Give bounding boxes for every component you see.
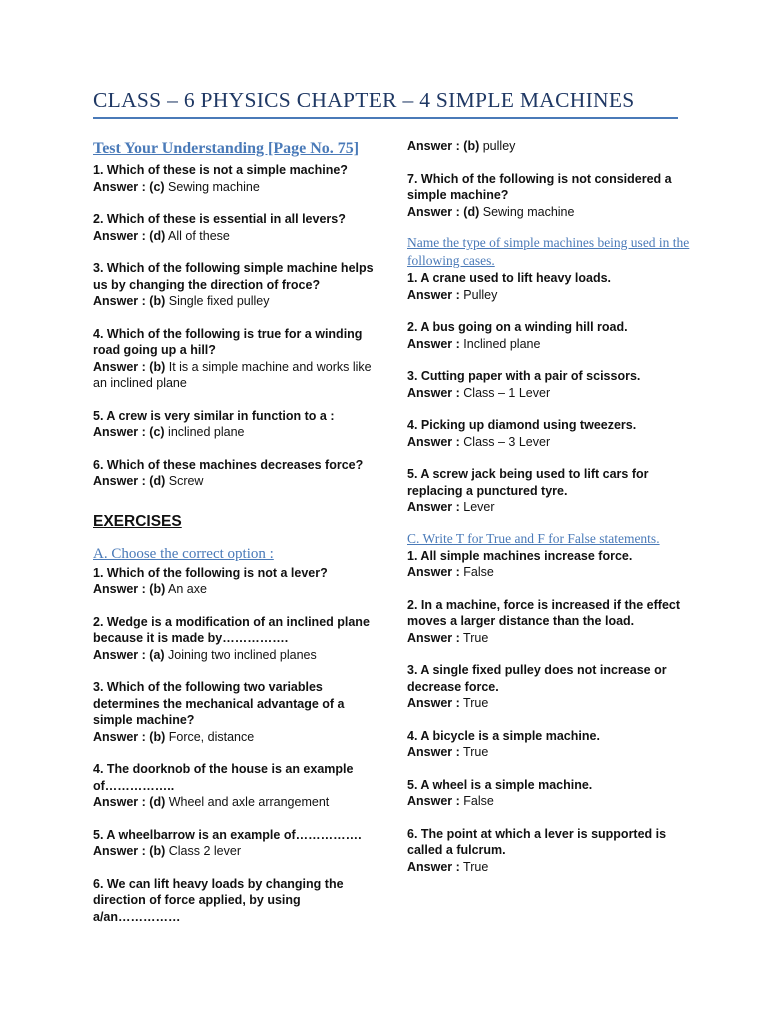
answer-label: Answer : (93, 474, 146, 488)
answer-text: Inclined plane (463, 336, 541, 351)
answer-line (93, 647, 383, 664)
question-item (407, 826, 697, 876)
answer-label: Answer : (407, 500, 460, 514)
answer-option: (c) (149, 179, 165, 194)
question-item (93, 457, 383, 490)
question-text: 4. Picking up diamond using tweezers. (407, 418, 637, 432)
question-text: 3. Which of the following two variables determines the mechanical advantage of a simple machine? (93, 680, 345, 727)
answer-line (93, 293, 383, 310)
answer-option: (b) (149, 582, 166, 596)
answer-option: (d) (149, 474, 166, 488)
question-text: 5. A crew is very similar in function to a : (93, 408, 335, 423)
answer-text: Sewing machine (168, 179, 260, 194)
answer-option: (b) (149, 844, 166, 858)
answer-label: Answer : (407, 794, 460, 808)
question-item (407, 728, 697, 761)
answer-label: Answer : (407, 287, 460, 302)
answer-text: Screw (168, 474, 204, 488)
question-item (93, 326, 383, 392)
answer-label: Answer : (93, 359, 146, 374)
answer-line (93, 729, 383, 746)
section-a-list (93, 565, 383, 926)
answer-line (407, 499, 697, 516)
answer-label: Answer : (93, 582, 146, 596)
answer-text: pulley (482, 139, 516, 153)
answer-label: Answer : (93, 795, 146, 809)
answer-label: Answer : (93, 425, 146, 439)
answer-option: (b) (149, 359, 166, 374)
answer-option: (d) (463, 204, 480, 219)
right-column (407, 138, 697, 891)
question-item (93, 408, 383, 441)
answer-text: Force, distance (168, 729, 255, 744)
question-item (93, 162, 383, 195)
question-text: 2. Which of these is essential in all levers? (93, 212, 346, 226)
question-item (407, 270, 697, 303)
answer-label: Answer : (407, 336, 460, 351)
answer-line (407, 564, 697, 581)
answer-text: An axe (168, 582, 207, 596)
question-item (93, 761, 383, 811)
answer-line (93, 473, 383, 490)
exercises-heading: EXERCISES (93, 512, 182, 530)
answer-text: Wheel and axle arrangement (168, 795, 330, 809)
question-item (93, 565, 383, 598)
question-text: 4. Which of the following is true for a winding road going up a hill? (93, 326, 363, 357)
section-heading-a: A. Choose the correct option : (93, 545, 274, 562)
section-heading-test-your-understanding: Test Your Understanding [Page No. 75] (93, 140, 360, 157)
answer-label: Answer : (407, 385, 460, 400)
page-title: CLASS – 6 PHYSICS CHAPTER – 4 SIMPLE MACHINES (93, 88, 635, 112)
answer-label: Answer : (93, 844, 146, 858)
answer-line (407, 138, 697, 155)
answer-text: Joining two inclined planes (168, 647, 317, 662)
title-rule (93, 117, 678, 119)
answer-text: Class 2 lever (168, 844, 241, 858)
answer-text: Class – 1 Lever (463, 385, 551, 400)
answer-line (93, 581, 383, 598)
answer-line (407, 385, 697, 402)
question-text: 1. A crane used to lift heavy loads. (407, 271, 611, 285)
answer-line (93, 843, 383, 860)
section-heading-b: Name the type of simple machines being used in the following cases. (407, 235, 690, 268)
answer-label: Answer : (407, 434, 460, 449)
answer-option: (b) (149, 729, 166, 744)
question-text: 2. Wedge is a modification of an inclined plane because it is made by……………. (93, 614, 370, 645)
answer-label: Answer : (407, 630, 460, 645)
answer-option: (b) (463, 139, 480, 153)
answer-text: Class – 3 Lever (463, 434, 551, 449)
answer-text: True (463, 630, 489, 645)
answer-label: Answer : (93, 228, 146, 243)
answer-label: Answer : (407, 204, 460, 219)
question-item (407, 466, 697, 516)
answer-text: All of these (168, 228, 230, 243)
answer-label: Answer : (93, 179, 146, 194)
section-test-your-understanding (93, 162, 383, 490)
answer-line (407, 204, 697, 221)
answer-label: Answer : (407, 696, 460, 710)
answer-text: inclined plane (168, 425, 245, 439)
question-text: 1. Which of these is not a simple machine? (93, 163, 348, 177)
question-item (407, 597, 697, 647)
answer-line (407, 793, 697, 810)
answer-line (93, 228, 383, 245)
question-text: 2. A bus going on a winding hill road. (407, 320, 628, 334)
answer-label: Answer : (407, 859, 460, 874)
answer-line (93, 359, 383, 392)
answer-label: Answer : (93, 294, 146, 308)
answer-text: True (463, 745, 489, 759)
question-item (407, 548, 697, 581)
question-text: 3. Cutting paper with a pair of scissors. (407, 369, 641, 383)
answer-line (407, 744, 697, 761)
question-item (407, 662, 697, 712)
answer-text: Sewing machine (482, 204, 575, 219)
question-text: 6. We can lift heavy loads by changing the direction of force applied, by using a/an…………… (93, 876, 344, 924)
question-text: 5. A screw jack being used to lift cars for replacing a punctured tyre. (407, 467, 649, 498)
question-item (407, 417, 697, 450)
question-item (407, 777, 697, 810)
question-text: 1. Which of the following is not a lever? (93, 565, 328, 580)
answer-line (407, 287, 697, 304)
answer-text: Lever (463, 500, 495, 514)
question-item (93, 876, 383, 926)
section-c-list (407, 548, 697, 876)
answer-line (407, 859, 697, 876)
question-item (93, 679, 383, 745)
answer-line (93, 794, 383, 811)
answer-option: (c) (149, 425, 165, 439)
question-text: 6. Which of these machines decreases force? (93, 457, 364, 472)
question-item (407, 368, 697, 401)
question-text: 4. A bicycle is a simple machine. (407, 728, 600, 743)
section-heading-c: C. Write T for True and F for False statements. (407, 530, 660, 546)
answer-text: It is a simple machine and works like an inclined plane (93, 359, 372, 390)
question-text: 6. The point at which a lever is supported is called a fulcrum. (407, 826, 667, 857)
question-text: 4. The doorknob of the house is an example of…………….. (93, 762, 354, 793)
answer-option: (a) (149, 647, 165, 662)
question-item (93, 827, 383, 860)
question-text: 5. A wheelbarrow is an example of……………. (93, 827, 362, 842)
question-item (93, 614, 383, 664)
answer-label: Answer : (93, 729, 146, 744)
answer-text: False (463, 794, 494, 808)
question-text: 5. A wheel is a simple machine. (407, 777, 593, 792)
answer-text: Pulley (463, 287, 498, 302)
answer-line (407, 630, 697, 647)
answer-line (93, 179, 383, 196)
answer-line (407, 434, 697, 451)
answer-option: (d) (149, 228, 166, 243)
question-text: 1. All simple machines increase force. (407, 548, 633, 563)
answer-label: Answer : (407, 139, 460, 153)
question-item (93, 260, 383, 310)
answer-option: (b) (149, 294, 166, 308)
answer-label: Answer : (407, 745, 460, 759)
answer-option: (d) (149, 795, 166, 809)
left-column (93, 138, 383, 941)
section-b-list (407, 270, 697, 516)
answer-text: True (463, 859, 489, 874)
question-text: 3. A single fixed pulley does not increase or decrease force. (407, 663, 667, 694)
continued-answers (407, 138, 697, 220)
answer-text: True (463, 696, 489, 710)
question-text: 2. In a machine, force is increased if the effect moves a larger distance than the load. (407, 597, 681, 628)
answer-line (407, 695, 697, 712)
question-item (407, 138, 697, 155)
question-item (407, 319, 697, 352)
answer-text: Single fixed pulley (168, 294, 270, 308)
answer-label: Answer : (93, 647, 146, 662)
answer-text: False (463, 565, 494, 579)
question-item (407, 171, 697, 221)
question-item (93, 211, 383, 244)
answer-label: Answer : (407, 565, 460, 579)
answer-line (93, 424, 383, 441)
question-text: 7. Which of the following is not considered a simple machine? (407, 171, 672, 202)
question-text: 3. Which of the following simple machine helps us by changing the direction of froce? (93, 261, 374, 292)
answer-line (407, 336, 697, 353)
